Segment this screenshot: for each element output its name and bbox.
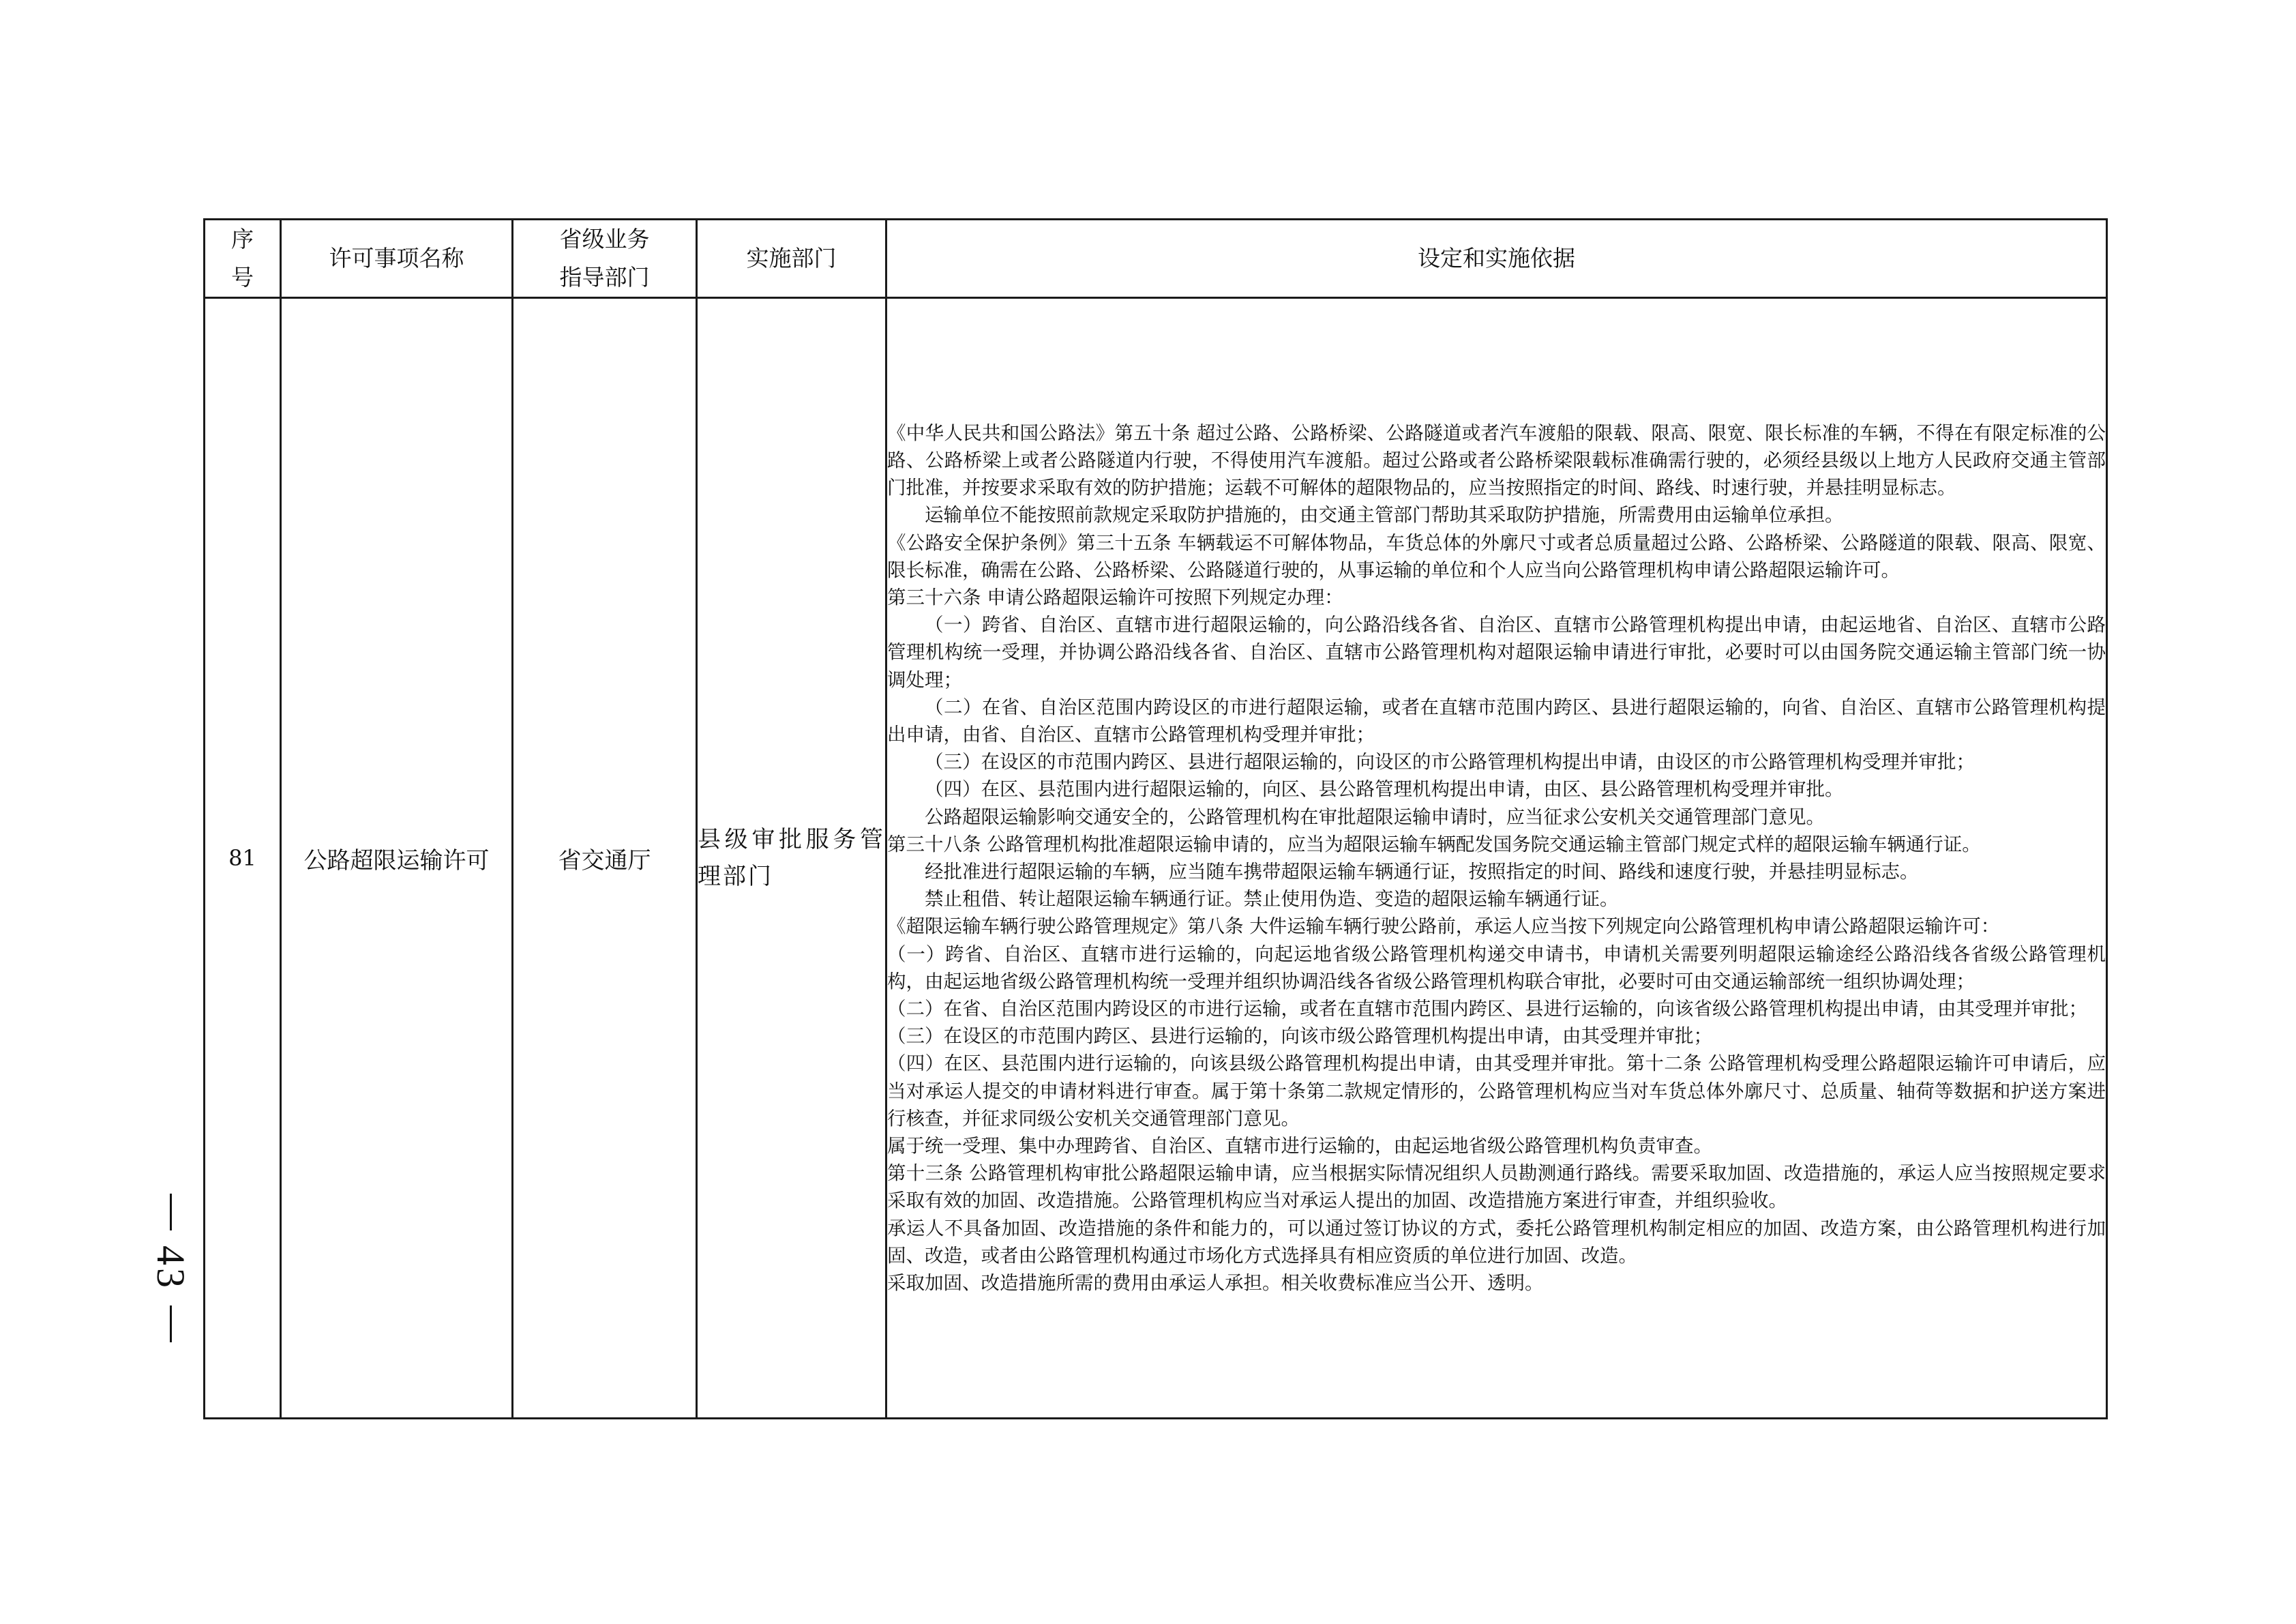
permit-table — [203, 218, 2108, 1419]
header-guide-department — [513, 220, 697, 298]
basis-paragraph: 禁止租借、转让超限运输车辆通行证。禁止使用伪造、变造的超限运输车辆通行证。 — [925, 888, 1619, 911]
cell-legal-basis — [886, 298, 2107, 1419]
basis-paragraph: 《超限运输车辆行驶公路管理规定》第八条 大件运输车辆行驶公路前，承运人应当按下列规定向公路管理机构申请公路超限运输许可： — [887, 915, 2000, 938]
basis-paragraph: 《公路安全保护条例》第三十五条 车辆载运不可解体物品，车货总体的外廓尺寸或者总质量超过公路、公路桥梁、公路隧道的限载、限高、限宽、限长标准，确需在公路、公路桥梁、公路隧道行驶的，从事运输的单位和个人应当向公路管理机构申请公路超限运输许可。 — [887, 531, 2106, 581]
basis-paragraph: 属于统一受理、集中办理跨省、自治区、直辖市进行运输的，由起运地省级公路管理机构负责审查。 — [887, 1135, 1712, 1157]
basis-paragraph: 第三十八条 公路管理机构批准超限运输申请的，应当为超限运输车辆配发国务院交通运输主管部门规定式样的超限运输车辆通行证。 — [887, 833, 1981, 855]
basis-paragraph: （四）在区、县范围内进行超限运输的，向区、县公路管理机构提出申请，由区、县公路管理机构受理并审批。 — [925, 778, 1844, 801]
basis-paragraph: （四）在区、县范围内进行运输的，向该县级公路管理机构提出申请，由其受理并审批。第十二条 公路管理机构受理公路超限运输许可申请后，应当对承运人提交的申请材料进行审查。属于第十条第二款规定情形的，公路管理机构应当对车货总体外廓尺寸、总质量、轴荷等数据和护送方案进行核查，并征求同级公安机关交通管理部门意见。 — [887, 1052, 2106, 1130]
basis-paragraph: （一）跨省、自治区、直辖市进行超限运输的，向公路沿线各省、自治区、直辖市公路管理机构提出申请，由起运地省、自治区、直辖市公路管理机构统一受理，并协调公路沿线各省、自治区、直辖市公路管理机构对超限运输申请进行审批，必要时可以由国务院交通运输主管部门统一协调处理； — [887, 614, 2106, 691]
cell-item-name: 公路超限运输许可 — [281, 298, 513, 1419]
basis-paragraph: 第三十六条 申请公路超限运输许可按照下列规定办理： — [887, 586, 1343, 608]
cell-implementing-department: 县级审批服务管理部门 — [697, 298, 886, 1419]
basis-paragraph: 采取加固、改造措施所需的费用由承运人承担。相关收费标准应当公开、透明。 — [887, 1272, 1544, 1295]
basis-paragraph: （二）在省、自治区范围内跨设区的市进行超限运输，或者在直辖市范围内跨区、县进行超限运输的，向省、自治区、直辖市公路管理机构提出申请，由省、自治区、直辖市公路管理机构受理并审批； — [887, 696, 2106, 745]
page-number-text: 43 — [149, 1245, 193, 1290]
header-serial-line-2: 号 — [231, 264, 254, 291]
header-guide-line-1: 省级业务 — [559, 226, 650, 252]
basis-paragraph: 经批准进行超限运输的车辆，应当随车携带超限运输车辆通行证，按照指定的时间、路线和速度行驶，并悬挂明显标志。 — [925, 861, 1919, 883]
basis-paragraph: （二）在省、自治区范围内跨设区的市进行运输，或者在直辖市范围内跨区、县进行运输的，向该省级公路管理机构提出申请，由其受理并审批； — [887, 998, 2087, 1020]
header-legal-basis: 设定和实施依据 — [886, 220, 2107, 298]
header-implementing-department: 实施部门 — [697, 220, 886, 298]
page-number-dash-top — [170, 1194, 172, 1230]
basis-paragraph: 承运人不具备加固、改造措施的条件和能力的，可以通过签订协议的方式，委托公路管理机构制定相应的加固、改造方案，由公路管理机构进行加固、改造，或者由公路管理机构通过市场化方式选择具有相应资质的单位进行加固、改造。 — [887, 1217, 2106, 1267]
basis-paragraph: 第十三条 公路管理机构审批公路超限运输申请，应当根据实际情况组织人员勘测通行路线。需要采取加固、改造措施的，承运人应当按照规定要求采取有效的加固、改造措施。公路管理机构应当对承运人提出的加固、改造措施方案进行审查，并组织验收。 — [887, 1162, 2106, 1212]
basis-paragraph: （三）在设区的市范围内跨区、县进行运输的，向该市级公路管理机构提出申请，由其受理并审批； — [887, 1025, 1712, 1048]
cell-guide-department: 省交通厅 — [513, 298, 697, 1419]
header-serial-number — [205, 220, 281, 298]
basis-paragraph: （三）在设区的市范围内跨区、县进行超限运输的，向设区的市公路管理机构提出申请，由设区的市公路管理机构受理并审批； — [925, 751, 1975, 773]
basis-paragraph: （一）跨省、自治区、直辖市进行运输的，向起运地省级公路管理机构递交申请书，申请机关需要列明超限运输途经公路沿线各省级公路管理机构，由起运地省级公路管理机构统一受理并组织协调沿线各省级公路管理机构联合审批，必要时可由交通运输部统一组织协调处理； — [887, 943, 2106, 992]
cell-serial-number: 81 — [205, 298, 281, 1419]
basis-paragraph: 《中华人民共和国公路法》第五十条 超过公路、公路桥梁、公路隧道或者汽车渡船的限载、限高、限宽、限长标准的车辆，不得在有限定标准的公路、公路桥梁上或者公路隧道内行驶，不得使用汽车渡船。超过公路或者公路桥梁限载标准确需行驶的，必须经县级以上地方人民政府交通主管部门批准，并按要求采取有效的防护措施；运载不可解体的超限物品的，应当按照指定的时间、路线、时速行驶，并悬挂明显标志。 — [887, 422, 2106, 499]
basis-paragraph: 公路超限运输影响交通安全的，公路管理机构在审批超限运输申请时，应当征求公安机关交通管理部门意见。 — [925, 806, 1825, 828]
header-guide-line-2: 指导部门 — [559, 264, 650, 291]
page-number-dash-bottom — [170, 1305, 172, 1342]
legal-basis-text — [887, 419, 2106, 1297]
header-serial-line-1: 序 — [231, 226, 254, 252]
basis-paragraph: 运输单位不能按照前款规定采取防护措施的，由交通主管部门帮助其采取防护措施，所需费用由运输单位承担。 — [925, 504, 1844, 527]
table-header-row — [205, 220, 2107, 298]
page-number — [149, 1194, 192, 1480]
header-item-name: 许可事项名称 — [281, 220, 513, 298]
table-row — [205, 298, 2107, 1419]
